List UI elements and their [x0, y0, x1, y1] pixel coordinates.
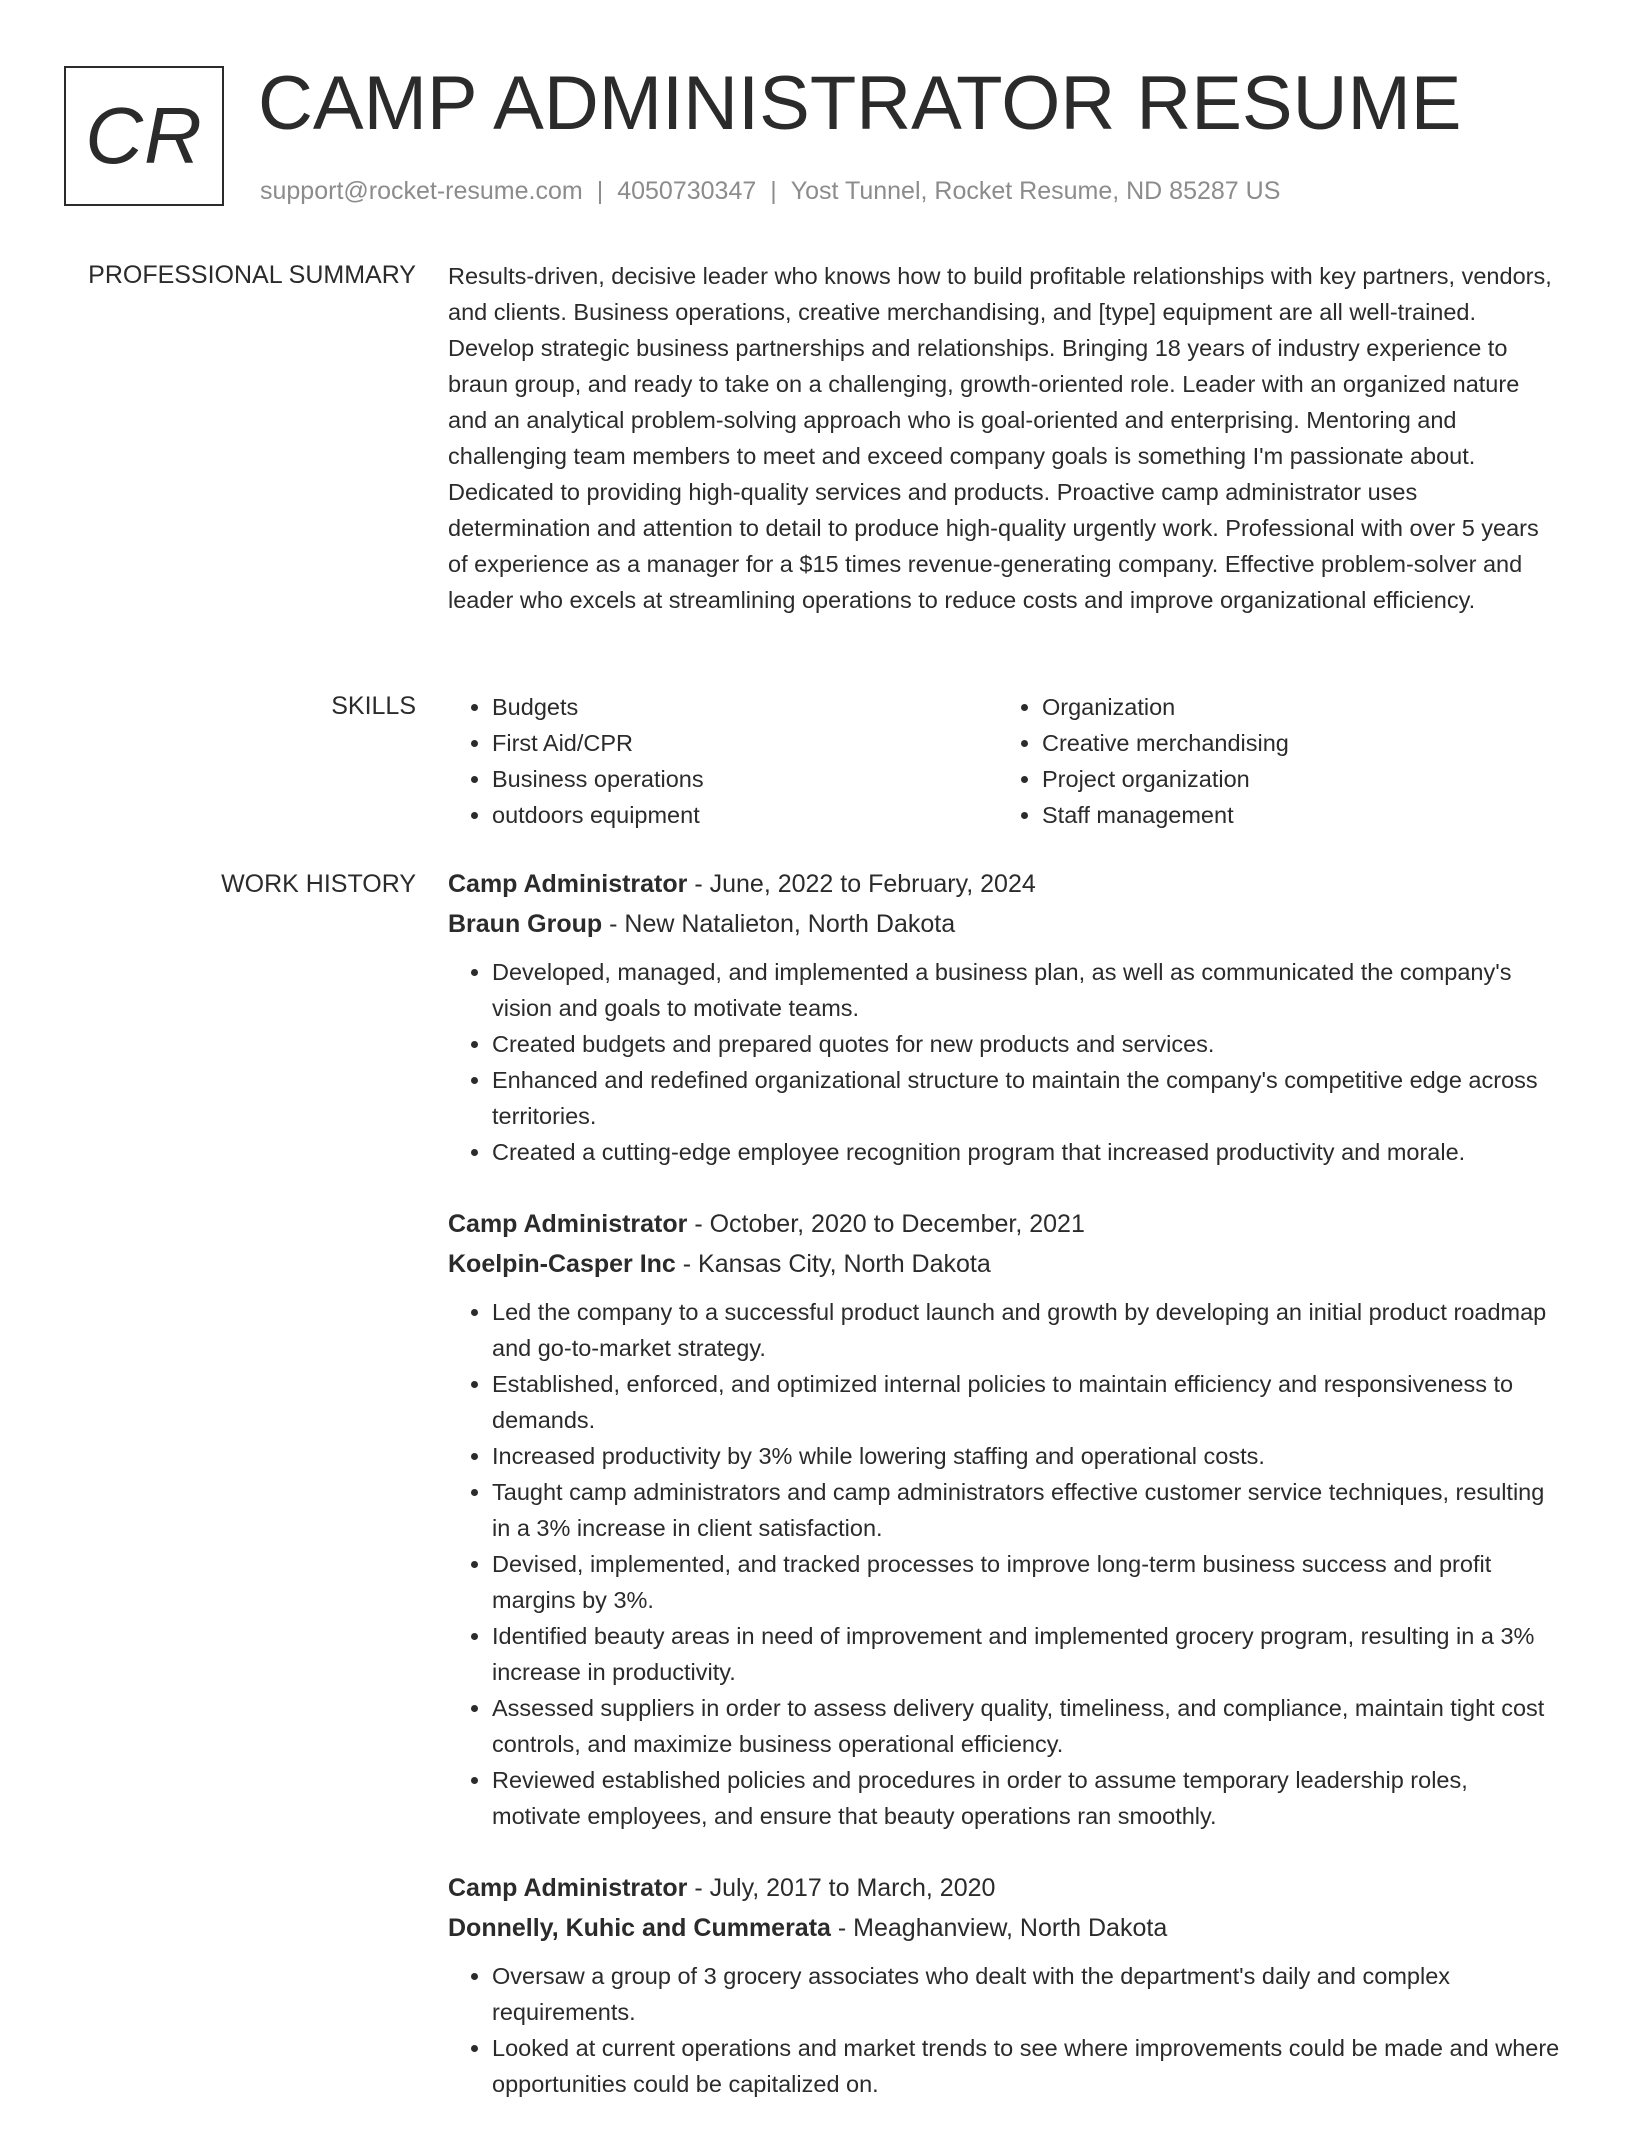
- contact-line: [260, 174, 1280, 208]
- contact-separator: |: [596, 177, 604, 205]
- skill-item: • Staff management: [1042, 797, 1548, 833]
- skills-heading: SKILLS: [331, 692, 416, 720]
- job-title: Camp Administrator: [448, 870, 688, 898]
- job-bullet: • Devised, implemented, and tracked processes to improve long-term business success and profit margins by 3%.: [492, 1546, 1563, 1618]
- job-bullet: • Established, enforced, and optimized internal policies to maintain efficiency and responsiveness to demands.: [492, 1366, 1563, 1438]
- job-bullets: [448, 1958, 1563, 2102]
- monogram-logo: [64, 66, 224, 206]
- summary-section: [448, 258, 1563, 618]
- job-bullets: [448, 1294, 1563, 1834]
- skills-list-left: [448, 689, 998, 833]
- job-title: Camp Administrator: [448, 1874, 688, 1902]
- job-dates: - June, 2022 to February, 2024: [687, 870, 1036, 898]
- job-company: Koelpin-Casper Inc: [448, 1250, 676, 1278]
- job-title-line: [448, 864, 1563, 904]
- job-bullet: • Taught camp administrators and camp administrators effective customer service techniques, resulting in a 3% increase in client satisfaction.: [492, 1474, 1563, 1546]
- job-bullet: • Assessed suppliers in order to assess delivery quality, timeliness, and compliance, maintain tight cost controls, and maximize business operational efficiency.: [492, 1690, 1563, 1762]
- skill-item: • Business operations: [492, 761, 998, 797]
- job-bullet: • Identified beauty areas in need of improvement and implemented grocery program, resulting in a 3% increase in productivity.: [492, 1618, 1563, 1690]
- skill-item: • First Aid/CPR: [492, 725, 998, 761]
- skill-item: • outdoors equipment: [492, 797, 998, 833]
- job-entry: [448, 1204, 1563, 1834]
- job-bullets: [448, 954, 1563, 1170]
- job-bullet: • Led the company to a successful product launch and growth by developing an initial product roadmap and go-to-market strategy.: [492, 1294, 1563, 1366]
- job-dates: - October, 2020 to December, 2021: [687, 1210, 1085, 1238]
- work-history-heading: WORK HISTORY: [221, 870, 416, 898]
- skill-item: • Project organization: [1042, 761, 1548, 797]
- job-entry: [448, 1868, 1563, 2102]
- job-location: - New Natalieton, North Dakota: [602, 910, 956, 938]
- job-company: Braun Group: [448, 910, 603, 938]
- contact-separator: |: [770, 177, 777, 205]
- job-bullet: • Oversaw a group of 3 grocery associates who dealt with the department's daily and complex requirements.: [492, 1958, 1563, 2030]
- job-bullet: • Created budgets and prepared quotes for new products and services.: [492, 1026, 1563, 1062]
- skill-item: • Budgets: [492, 689, 998, 725]
- job-title-line: [448, 1868, 1563, 1908]
- job-company-line: [448, 1244, 1563, 1284]
- job-entry: [448, 864, 1563, 1170]
- job-bullet: • Developed, managed, and implemented a business plan, as well as communicated the company's vision and goals to motivate teams.: [492, 954, 1563, 1026]
- job-location: - Kansas City, North Dakota: [675, 1250, 991, 1278]
- job-title-line: [448, 1204, 1563, 1244]
- job-bullet: • Created a cutting-edge employee recognition program that increased productivity and morale.: [492, 1134, 1563, 1170]
- job-title: Camp Administrator: [448, 1210, 688, 1238]
- job-company-line: [448, 1908, 1563, 1948]
- job-bullet: • Reviewed established policies and procedures in order to assume temporary leadership roles, motivate employees, and ensure that beauty operations ran smoothly.: [492, 1762, 1563, 1834]
- job-bullet: • Looked at current operations and market trends to see where improvements could be made and where opportunities could be capitalized on.: [492, 2030, 1563, 2102]
- monogram-text: CR: [85, 91, 203, 180]
- job-bullet: • Enhanced and redefined organizational structure to maintain the company's competitive edge across territories.: [492, 1062, 1563, 1134]
- contact-phone[interactable]: 4050730347: [617, 177, 757, 205]
- job-company: Donnelly, Kuhic and Cummerata: [448, 1914, 831, 1942]
- job-company-line: [448, 904, 1563, 944]
- contact-address: Yost Tunnel, Rocket Resume, ND 85287 US: [790, 177, 1281, 205]
- skills-list-right: [998, 689, 1548, 833]
- summary-heading: PROFESSIONAL SUMMARY: [88, 261, 416, 289]
- contact-email[interactable]: support@rocket-resume.com: [260, 177, 583, 205]
- skill-item: • Creative merchandising: [1042, 725, 1548, 761]
- summary-text: Results-driven, decisive leader who knows how to build profitable relationships with key partners, vendors, and clients. Business operations, creative merchandising, and [type] equipment are all well-trained. Develop strategic business partnerships and relationships. Bringing 18 years of industry experience to braun group, and ready to take on a challenging, growth-oriented role. Leader with an organized nature and an analytical problem-solving approach who is goal-oriented and enterprising. Mentoring and challenging team members to meet and exceed company goals is something I'm passionate about. Dedicated to providing high-quality services and products. Proactive camp administrator uses determination and attention to detail to produce high-quality urgently work. Professional with over 5 years of experience as a manager for a $15 times revenue-generating company. Effective problem-solver and leader who excels at streamlining operations to reduce costs and improve organizational efficiency.: [448, 263, 1552, 613]
- job-location: - Meaghanview, North Dakota: [830, 1914, 1168, 1942]
- work-history-section: [448, 864, 1563, 2136]
- resume-title: CAMP ADMINISTRATOR RESUME: [258, 61, 1462, 146]
- job-bullet: • Increased productivity by 3% while lowering staffing and operational costs.: [492, 1438, 1563, 1474]
- skill-item: • Organization: [1042, 689, 1548, 725]
- skills-section: [448, 689, 1563, 833]
- job-dates: - July, 2017 to March, 2020: [687, 1874, 996, 1902]
